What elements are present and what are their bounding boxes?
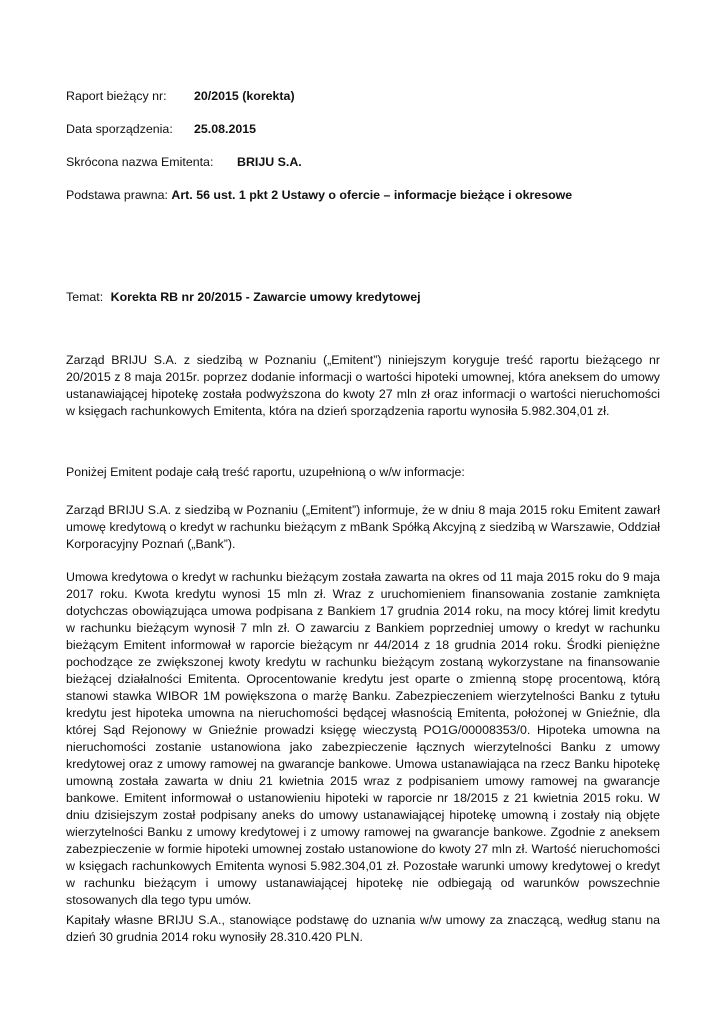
details-paragraph: Umowa kredytowa o kredyt w rachunku bieżącym została zawarta na okres od 11 maja 2015 roku do 9 maja 2017 roku. Kwota kredytu wynosi 15 mln zł. Wraz z uruchomieniem finansowania zostanie zamknięta dotychczas obowiązująca umowa podpisana z Bankiem 17 grudnia 2014 roku, na mocy której limit kredytu w rachunku bieżącym wynosił 7 mln zł. O zawarciu z Bankiem poprzedniej umowy o kredyt w rachunku bieżącym Emitent informował w raporcie bieżącym nr 44/2014 z 18 grudnia 2014 roku. Środki pieniężne pochodzące ze zwiększonej kwoty kredytu w rachunku bieżącym zostaną wykorzystane na finansowanie bieżącej działalności Emitenta. Oprocentowanie kredytu jest oparte o zmienną stopę procentową, którą stanowi stawka WIBOR 1M powiększona o marżę Banku. Zabezpieczeniem wierzytelności Banku z tytułu kredytu jest hipoteka umowna na nieruchomości będącej własnością Emitenta, położonej w Gnieźnie, dla której Sąd Rejonowy w Gnieźnie prowadzi księgę wieczystą PO1G/00008353/0. Hipoteka umowna na nieruchomości zostanie ustanowiona jako zabezpieczenie łącznych wierzytelności Banku z umowy kredytowej oraz z umowy ramowej na gwarancje bankowe. Umowa ustanawiająca na rzecz Banku hipotekę umowną została zawarta w dniu 21 kwietnia 2015 wraz z podpisaniem umowy ramowej na gwarancje bankowe. Emitent informował o ustanowieniu hipoteki w raporcie nr 18/2015 z 21 kwietnia 2015 roku. W dniu dzisiejszym został podpisany aneks do umowy ustanawiającej hipotekę umowną i zostały nią objęte wierzytelności Banku z umowy kredytowej i z umowy ramowej na gwarancje bankowe. Zgodnie z aneksem zabezpieczenie w formie hipoteki umownej zostało ustanowione do kwoty 27 mln zł. Wartość nieruchomości w księgach rachunkowych Emitenta wynosi 5.982.304,01 zł. Pozostałe warunki umowy kredytowej o kredyt w rachunku bieżącym i umowy ustanawiającej hipotekę nie odbiegają od warunków powszechnie stosowanych dla tego typu umów. — [66, 570, 660, 907]
subject-label: Temat: — [66, 290, 104, 304]
date-value: 25.08.2015 — [194, 122, 257, 136]
subject-value: Korekta RB nr 20/2015 - Zawarcie umowy kredytowej — [110, 290, 421, 304]
legal-basis-row — [66, 187, 572, 204]
report-number-value: 20/2015 (korekta) — [194, 89, 295, 103]
issuer-row — [66, 154, 302, 171]
equity-paragraph: Kapitały własne BRIJU S.A., stanowiące podstawę do uznania w/w umowy za znaczącą, według stanu na dzień 30 grudnia 2014 roku wynosiły 28.310.420 PLN. — [66, 913, 660, 944]
issuer-value: BRIJU S.A. — [237, 155, 302, 169]
date-row — [66, 121, 257, 138]
report-number-row — [66, 88, 295, 105]
issuer-label: Skrócona nazwa Emitenta: — [66, 155, 214, 169]
date-label: Data sporządzenia: — [66, 122, 173, 136]
legal-basis-label: Podstawa prawna: — [66, 188, 168, 202]
intro-paragraph: Poniżej Emitent podaje całą treść raportu, uzupełnioną o w/w informacje: — [66, 465, 465, 479]
correction-paragraph: Zarząd BRIJU S.A. z siedzibą w Poznaniu („Emitent”) niniejszym koryguje treść raportu bieżącego nr 20/2015 z 8 maja 2015r. poprzez dodanie informacji o wartości hipoteki umownej, która aneksem do umowy ustanawiającej hipotekę została podwyższona do kwoty 27 mln zł oraz informacji o wartości nieruchomości w księgach rachunkowych Emitenta, która na dzień sporządzenia raportu wynosiła 5.982.304,01 zł. — [66, 353, 660, 418]
report-number-label: Raport bieżący nr: — [66, 89, 167, 103]
legal-basis-value: Art. 56 ust. 1 pkt 2 Ustawy o ofercie – informacje bieżące i okresowe — [171, 188, 573, 202]
subject-row — [66, 289, 421, 306]
announcement-paragraph: Zarząd BRIJU S.A. z siedzibą w Poznaniu („Emitent”) informuje, że w dniu 8 maja 2015 roku Emitent zawarł umowę kredytową o kredyt w rachunku bieżącym z mBank Spółką Akcyjną z siedzibą w Warszawie, Oddział Korporacyjny Poznań („Bank”). — [66, 503, 660, 551]
